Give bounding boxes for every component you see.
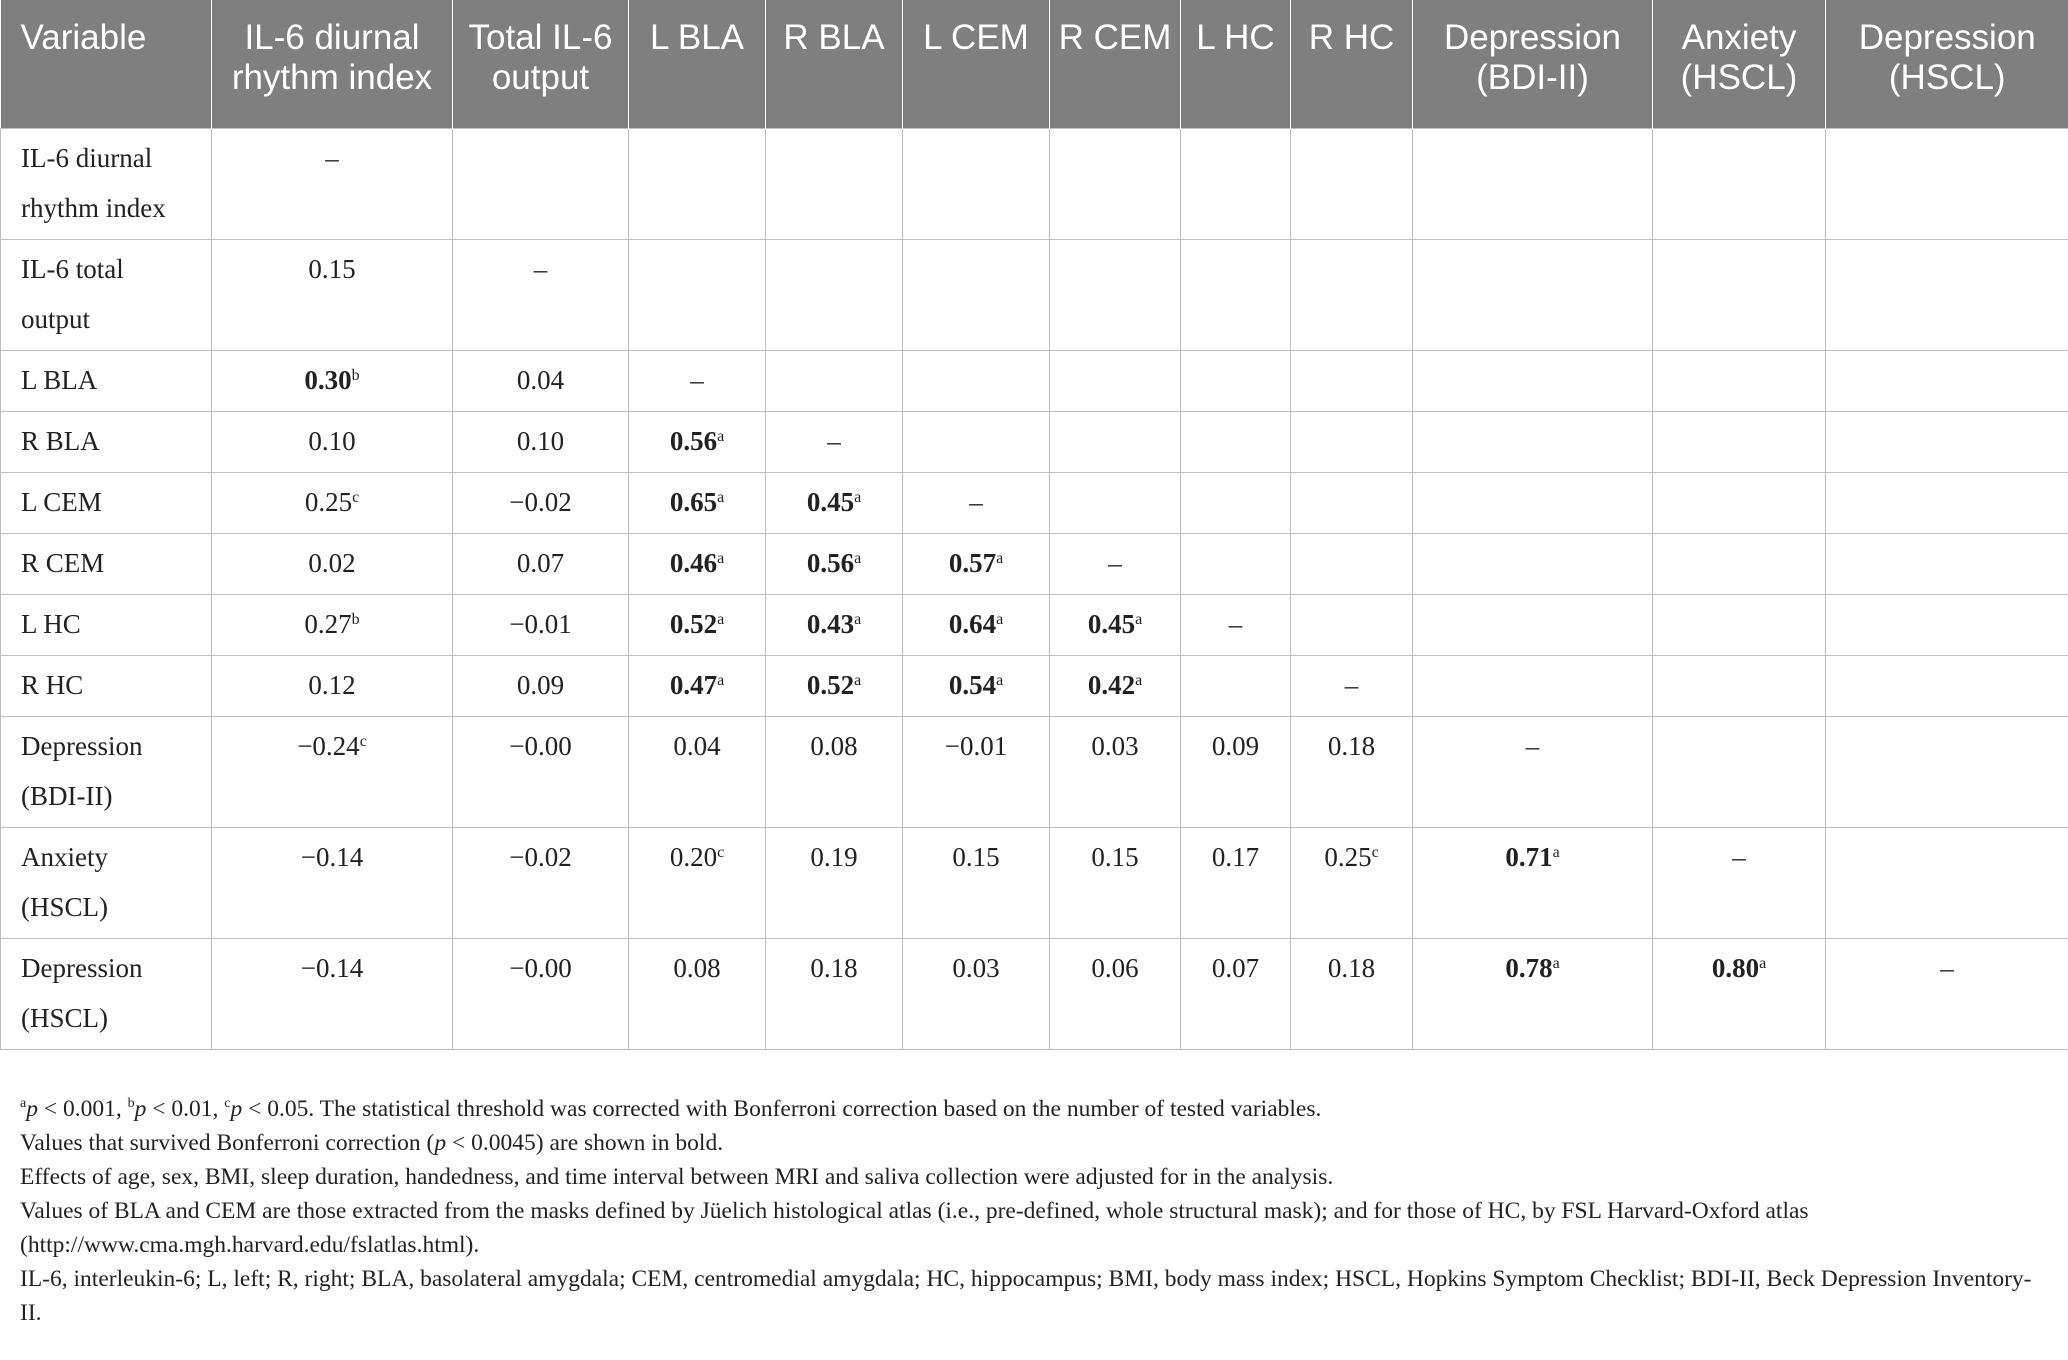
- cell-value: 0.54: [948, 669, 997, 700]
- table-cell: [766, 716, 903, 827]
- cell-value: 0.71: [1505, 841, 1553, 872]
- cell-value: 0.57: [948, 547, 997, 578]
- table-cell: [1181, 239, 1291, 350]
- table-cell: [1653, 350, 1826, 411]
- row-label: IL-6 total output: [1, 239, 212, 350]
- cell-value: −0.00: [509, 730, 572, 761]
- table-cell: [1653, 938, 1826, 1049]
- cell-value: –: [1732, 841, 1746, 872]
- table-cell: [1413, 655, 1653, 716]
- table-row: [1, 938, 2068, 1049]
- table-cell: [1291, 472, 1413, 533]
- cell-value: –: [1344, 669, 1359, 700]
- table-cell: [629, 716, 766, 827]
- significance-marker: a: [717, 549, 725, 567]
- table-cell: [629, 938, 766, 1049]
- table-cell: [1653, 827, 1826, 938]
- significance-marker: b: [351, 366, 360, 384]
- table-cell: [766, 239, 903, 350]
- table-cell: [1413, 472, 1653, 533]
- table-cell: [1050, 350, 1181, 411]
- table-cell: [1826, 533, 2068, 594]
- table-row: [1, 350, 2068, 411]
- cell-value: –: [1525, 730, 1540, 761]
- cell-value: 0.56: [806, 547, 855, 578]
- table-row: [1, 128, 2068, 239]
- table-cell: [1050, 827, 1181, 938]
- footnote-significance: [20, 1092, 2050, 1126]
- footnote-text: < 0.05. The statistical threshold was corrected with Bonferroni correction based on the number of tested variables.: [242, 1096, 1322, 1122]
- cell-value: 0.09: [516, 669, 565, 700]
- cell-value: 0.18: [1327, 952, 1376, 983]
- table-cell: [212, 411, 453, 472]
- cell-value: 0.06: [1091, 952, 1139, 983]
- cell-value: 0.20: [669, 841, 718, 872]
- table-cell: [766, 472, 903, 533]
- table-cell: [766, 128, 903, 239]
- cell-value: 0.04: [516, 364, 565, 395]
- table-cell: [903, 239, 1050, 350]
- significance-marker: a: [854, 610, 862, 628]
- column-header: L BLA: [629, 0, 766, 128]
- cell-value: −0.02: [509, 486, 572, 517]
- table-cell: [1050, 655, 1181, 716]
- table-cell: [1181, 350, 1291, 411]
- cell-value: −0.00: [509, 952, 572, 983]
- cell-value: 0.78: [1505, 952, 1553, 983]
- row-label: L BLA: [1, 350, 212, 411]
- column-header-variable: Variable: [1, 0, 212, 128]
- table-cell: [1826, 716, 2068, 827]
- table-cell: [212, 239, 453, 350]
- table-cell: [1050, 239, 1181, 350]
- cell-value: 0.46: [669, 547, 718, 578]
- table-cell: [1181, 533, 1291, 594]
- table-cell: [1291, 938, 1413, 1049]
- table-cell: [1181, 938, 1291, 1049]
- table-row: [1, 594, 2068, 655]
- cell-value: 0.04: [673, 730, 721, 761]
- table-cell: [212, 472, 453, 533]
- significance-marker: a: [996, 549, 1004, 567]
- table-cell: [1291, 411, 1413, 472]
- cell-value: –: [690, 364, 704, 395]
- table-cell: [1653, 594, 1826, 655]
- table-cell: [1413, 239, 1653, 350]
- significance-marker: a: [854, 671, 862, 689]
- cell-value: 0.15: [308, 253, 356, 284]
- table-cell: [766, 350, 903, 411]
- table-cell: [1050, 594, 1181, 655]
- cell-value: −0.01: [944, 730, 1008, 761]
- table-cell: [903, 594, 1050, 655]
- significance-marker: a: [717, 671, 725, 689]
- table-cell: [1413, 594, 1653, 655]
- cell-value: 0.18: [810, 952, 858, 983]
- table-cell: [1826, 594, 2068, 655]
- significance-marker: c: [717, 843, 725, 861]
- table-cell: [453, 128, 629, 239]
- table-cell: [629, 533, 766, 594]
- table-body: [1, 128, 2068, 1049]
- table-cell: [1291, 350, 1413, 411]
- table-row: [1, 533, 2068, 594]
- cell-value: 0.15: [952, 841, 1000, 872]
- table-cell: [629, 655, 766, 716]
- column-header: L HC: [1181, 0, 1291, 128]
- table-cell: [1181, 716, 1291, 827]
- column-header: Total IL-6 output: [453, 0, 629, 128]
- table-row: [1, 827, 2068, 938]
- cell-value: −0.14: [300, 952, 364, 983]
- column-header: L CEM: [903, 0, 1050, 128]
- significance-marker: a: [1552, 843, 1560, 861]
- cell-value: 0.07: [516, 547, 565, 578]
- significance-marker: a: [996, 671, 1004, 689]
- cell-value: −0.01: [509, 608, 572, 639]
- column-header: R HC: [1291, 0, 1413, 128]
- table-cell: [1181, 655, 1291, 716]
- cell-value: 0.25: [1324, 841, 1372, 872]
- row-label: R CEM: [1, 533, 212, 594]
- significance-marker: a: [1759, 954, 1767, 972]
- table-row: [1, 655, 2068, 716]
- table-cell: [903, 350, 1050, 411]
- table-cell: [903, 938, 1050, 1049]
- column-header: Depression (HSCL): [1826, 0, 2068, 128]
- table-row: [1, 239, 2068, 350]
- table-row: [1, 472, 2068, 533]
- table-row: [1, 411, 2068, 472]
- cell-value: –: [533, 253, 548, 284]
- table-cell: [212, 128, 453, 239]
- table-cell: [629, 594, 766, 655]
- table-cell: [1413, 716, 1653, 827]
- table-cell: [453, 716, 629, 827]
- footnote-atlas: Values of BLA and CEM are those extracted from the masks defined by Jüelich histological atlas (i.e., pre-defined, whole structural mask); and for those of HC, by FSL Harvard-Oxford atlas (http://www.cma.mgh.harvard.edu/fslatlas.html).: [20, 1198, 1809, 1258]
- table-cell: [212, 533, 453, 594]
- row-label: L CEM: [1, 472, 212, 533]
- table-cell: [1181, 128, 1291, 239]
- row-label: Anxiety (HSCL): [1, 827, 212, 938]
- significance-marker: a: [717, 488, 725, 506]
- significance-marker: a: [1552, 954, 1560, 972]
- cell-value: –: [325, 142, 339, 173]
- table-cell: [1826, 239, 2068, 350]
- cell-value: 0.42: [1087, 669, 1136, 700]
- cell-value: 0.03: [1091, 730, 1139, 761]
- significance-marker: a: [854, 549, 862, 567]
- table-cell: [1653, 533, 1826, 594]
- cell-value: –: [1108, 547, 1122, 578]
- cell-value: 0.09: [1211, 730, 1260, 761]
- table-cell: [903, 655, 1050, 716]
- footnote-p: p: [230, 1096, 243, 1122]
- cell-value: 0.80: [1711, 952, 1760, 983]
- table-cell: [766, 533, 903, 594]
- column-header: IL-6 diurnal rhythm index: [212, 0, 453, 128]
- significance-marker: a: [1135, 610, 1143, 628]
- table-cell: [1050, 938, 1181, 1049]
- table-cell: [766, 411, 903, 472]
- cell-value: 0.43: [806, 608, 855, 639]
- table-cell: [903, 533, 1050, 594]
- row-label: IL-6 diurnal rhythm index: [1, 128, 212, 239]
- footnote-p: p: [434, 1130, 447, 1156]
- significance-marker: a: [854, 488, 862, 506]
- footnote-text: < 0.01,: [146, 1096, 225, 1122]
- cell-value: 0.17: [1211, 841, 1260, 872]
- table-cell: [1181, 827, 1291, 938]
- table-row: [1, 716, 2068, 827]
- table-cell: [212, 350, 453, 411]
- cell-value: –: [1228, 608, 1243, 639]
- table-cell: [1291, 594, 1413, 655]
- cell-value: 0.07: [1211, 952, 1260, 983]
- table-cell: [1050, 472, 1181, 533]
- table-cell: [453, 938, 629, 1049]
- table-cell: [1413, 827, 1653, 938]
- table-cell: [1291, 128, 1413, 239]
- significance-marker: b: [351, 610, 360, 628]
- cell-value: 0.65: [669, 486, 718, 517]
- cell-value: −0.24: [297, 730, 360, 761]
- table-cell: [1826, 472, 2068, 533]
- table-cell: [1826, 411, 2068, 472]
- table-cell: [766, 655, 903, 716]
- table-cell: [629, 128, 766, 239]
- table-cell: [1413, 350, 1653, 411]
- cell-value: 0.03: [952, 952, 1000, 983]
- significance-marker: a: [717, 427, 725, 445]
- table-cell: [1413, 533, 1653, 594]
- cell-value: 0.08: [810, 730, 858, 761]
- table-cell: [1050, 411, 1181, 472]
- cell-value: 0.12: [308, 669, 356, 700]
- footnote-sup-b: b: [127, 1096, 135, 1111]
- table-cell: [1050, 533, 1181, 594]
- cell-value: 0.52: [806, 669, 855, 700]
- table-cell: [1181, 472, 1291, 533]
- table-cell: [1181, 411, 1291, 472]
- footnote-text: < 0.001,: [37, 1096, 128, 1122]
- table-cell: [629, 472, 766, 533]
- table-cell: [1653, 655, 1826, 716]
- cell-value: 0.52: [669, 608, 718, 639]
- table-cell: [629, 239, 766, 350]
- significance-marker: a: [1135, 671, 1143, 689]
- table-cell: [903, 472, 1050, 533]
- column-header: R BLA: [766, 0, 903, 128]
- cell-value: 0.47: [669, 669, 718, 700]
- footnote-sup-a: a: [20, 1096, 27, 1111]
- footnote-text: Values that survived Bonferroni correction (: [20, 1130, 435, 1156]
- row-label: R HC: [1, 655, 212, 716]
- table-cell: [903, 827, 1050, 938]
- table-cell: [1826, 827, 2068, 938]
- cell-value: 0.25: [304, 486, 353, 517]
- table-cell: [1291, 716, 1413, 827]
- table-cell: [453, 655, 629, 716]
- cell-value: –: [969, 486, 983, 517]
- table-cell: [1291, 239, 1413, 350]
- footnote-sup-c: c: [224, 1096, 231, 1111]
- table-cell: [453, 533, 629, 594]
- cell-value: 0.08: [673, 952, 721, 983]
- table-cell: [212, 594, 453, 655]
- table-cell: [453, 350, 629, 411]
- table-cell: [453, 472, 629, 533]
- table-cell: [766, 938, 903, 1049]
- table-cell: [212, 655, 453, 716]
- table-cell: [1653, 472, 1826, 533]
- table-cell: [1413, 128, 1653, 239]
- table-cell: [1291, 827, 1413, 938]
- cell-value: 0.15: [1091, 841, 1139, 872]
- cell-value: 0.64: [948, 608, 997, 639]
- table-cell: [629, 411, 766, 472]
- table-cell: [1826, 350, 2068, 411]
- footnote-p: p: [134, 1096, 147, 1122]
- table-cell: [1653, 411, 1826, 472]
- cell-value: –: [827, 425, 841, 456]
- table-header-row: [1, 0, 2068, 128]
- cell-value: 0.10: [516, 425, 565, 456]
- footnote-p: p: [26, 1096, 38, 1122]
- table-cell: [766, 827, 903, 938]
- table-cell: [1181, 594, 1291, 655]
- table-cell: [1653, 128, 1826, 239]
- cell-value: 0.45: [806, 486, 855, 517]
- table-cell: [903, 411, 1050, 472]
- table-cell: [212, 938, 453, 1049]
- table-cell: [1413, 411, 1653, 472]
- significance-marker: c: [1371, 843, 1379, 861]
- cell-value: −0.02: [509, 841, 572, 872]
- table-cell: [629, 827, 766, 938]
- table-cell: [1291, 655, 1413, 716]
- table-cell: [1291, 533, 1413, 594]
- table-cell: [903, 716, 1050, 827]
- cell-value: 0.18: [1327, 730, 1376, 761]
- table-cell: [212, 716, 453, 827]
- table-footnotes: [20, 1092, 2050, 1330]
- table-cell: [1826, 655, 2068, 716]
- row-label: R BLA: [1, 411, 212, 472]
- significance-marker: a: [717, 610, 725, 628]
- table-cell: [453, 827, 629, 938]
- table-cell: [1653, 716, 1826, 827]
- cell-value: 0.10: [308, 425, 356, 456]
- column-header: Depression (BDI-II): [1413, 0, 1653, 128]
- column-header: Anxiety (HSCL): [1653, 0, 1826, 128]
- table-cell: [903, 128, 1050, 239]
- table-cell: [453, 594, 629, 655]
- cell-value: 0.19: [810, 841, 858, 872]
- row-label: Depression (BDI-II): [1, 716, 212, 827]
- table-cell: [1050, 716, 1181, 827]
- cell-value: 0.45: [1087, 608, 1136, 639]
- table-cell: [1826, 938, 2068, 1049]
- cell-value: 0.30: [304, 364, 352, 395]
- table-cell: [1413, 938, 1653, 1049]
- footnote-bold: [20, 1126, 2050, 1160]
- table-cell: [766, 594, 903, 655]
- table-cell: [212, 827, 453, 938]
- table-cell: [1826, 128, 2068, 239]
- row-label: L HC: [1, 594, 212, 655]
- row-label: Depression (HSCL): [1, 938, 212, 1049]
- cell-value: 0.56: [669, 425, 718, 456]
- footnote-text: < 0.0045) are shown in bold.: [446, 1130, 724, 1156]
- cell-value: −0.14: [300, 841, 364, 872]
- table-cell: [629, 350, 766, 411]
- cell-value: 0.27: [304, 608, 352, 639]
- table-cell: [453, 411, 629, 472]
- table-cell: [1050, 128, 1181, 239]
- footnote-adjustment: Effects of age, sex, BMI, sleep duration, handedness, and time interval between MRI and saliva collection were adjusted for in the analysis.: [20, 1164, 1334, 1190]
- column-header: R CEM: [1050, 0, 1181, 128]
- significance-marker: c: [352, 488, 360, 506]
- cell-value: 0.02: [308, 547, 356, 578]
- cell-value: –: [1940, 952, 1954, 983]
- table-cell: [453, 239, 629, 350]
- significance-marker: a: [996, 610, 1004, 628]
- footnote-abbreviations: IL-6, interleukin-6; L, left; R, right; BLA, basolateral amygdala; CEM, centromedial amygdala; HC, hippocampus; BMI, body mass index; HSCL, Hopkins Symptom Checklist; BDI-II, Beck Depression Inventory-II.: [20, 1266, 2032, 1326]
- table-cell: [1653, 239, 1826, 350]
- significance-marker: c: [359, 732, 367, 750]
